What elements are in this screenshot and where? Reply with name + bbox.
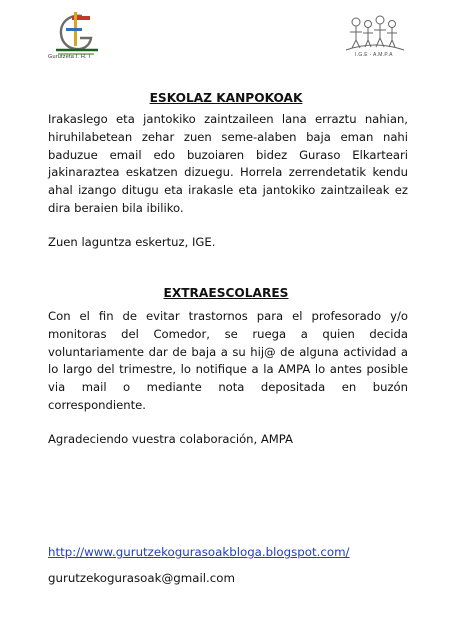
spanish-thanks: Agradeciendo vuestra colaboración, AMPA <box>48 432 293 446</box>
spanish-body: Con el fin de evitar trastornos para el profesorado y/o monitoras del Comedor, se ruega a quien decida voluntariamente dar de baja a su hij@ de alguna actividad a lo largo del trimestre, lo notifique a la AMPA lo antes posible via mail o mediante nota depositada en buzón correspondiente. <box>48 309 408 412</box>
school-logo <box>52 10 104 70</box>
spanish-heading: EXTRAESCOLARES <box>163 286 289 300</box>
school-logo-caption: Gurutzeta I. H. I <box>48 54 91 60</box>
contact-email: gurutzekogurasoak@gmail.com <box>48 571 235 585</box>
blog-link[interactable]: http://www.gurutzekogurasoakbloga.blogspot.com/ <box>48 545 350 559</box>
basque-body: Irakaslego eta jantokiko zaintzaileen lana erraztu nahian, hiruhilabetean zehar zuen seme-alaben baja eman nahi baduzue email edo buzoiaren bidez Guraso Elkarteari jakinaraztea eskatzen dizuegu. Horrela zerrendetatik kendu ahal izango ditugu eta irakasle eta jantokiko zaintzaileak ez dira beraien bila ibiliko. <box>48 112 408 215</box>
basque-thanks: Zuen laguntza eskertuz, IGE. <box>48 235 216 249</box>
ampa-logo-caption: I.G.E - A.M.P.A <box>355 52 393 58</box>
basque-heading: ESKOLAZ KANPOKOAK <box>149 91 303 105</box>
